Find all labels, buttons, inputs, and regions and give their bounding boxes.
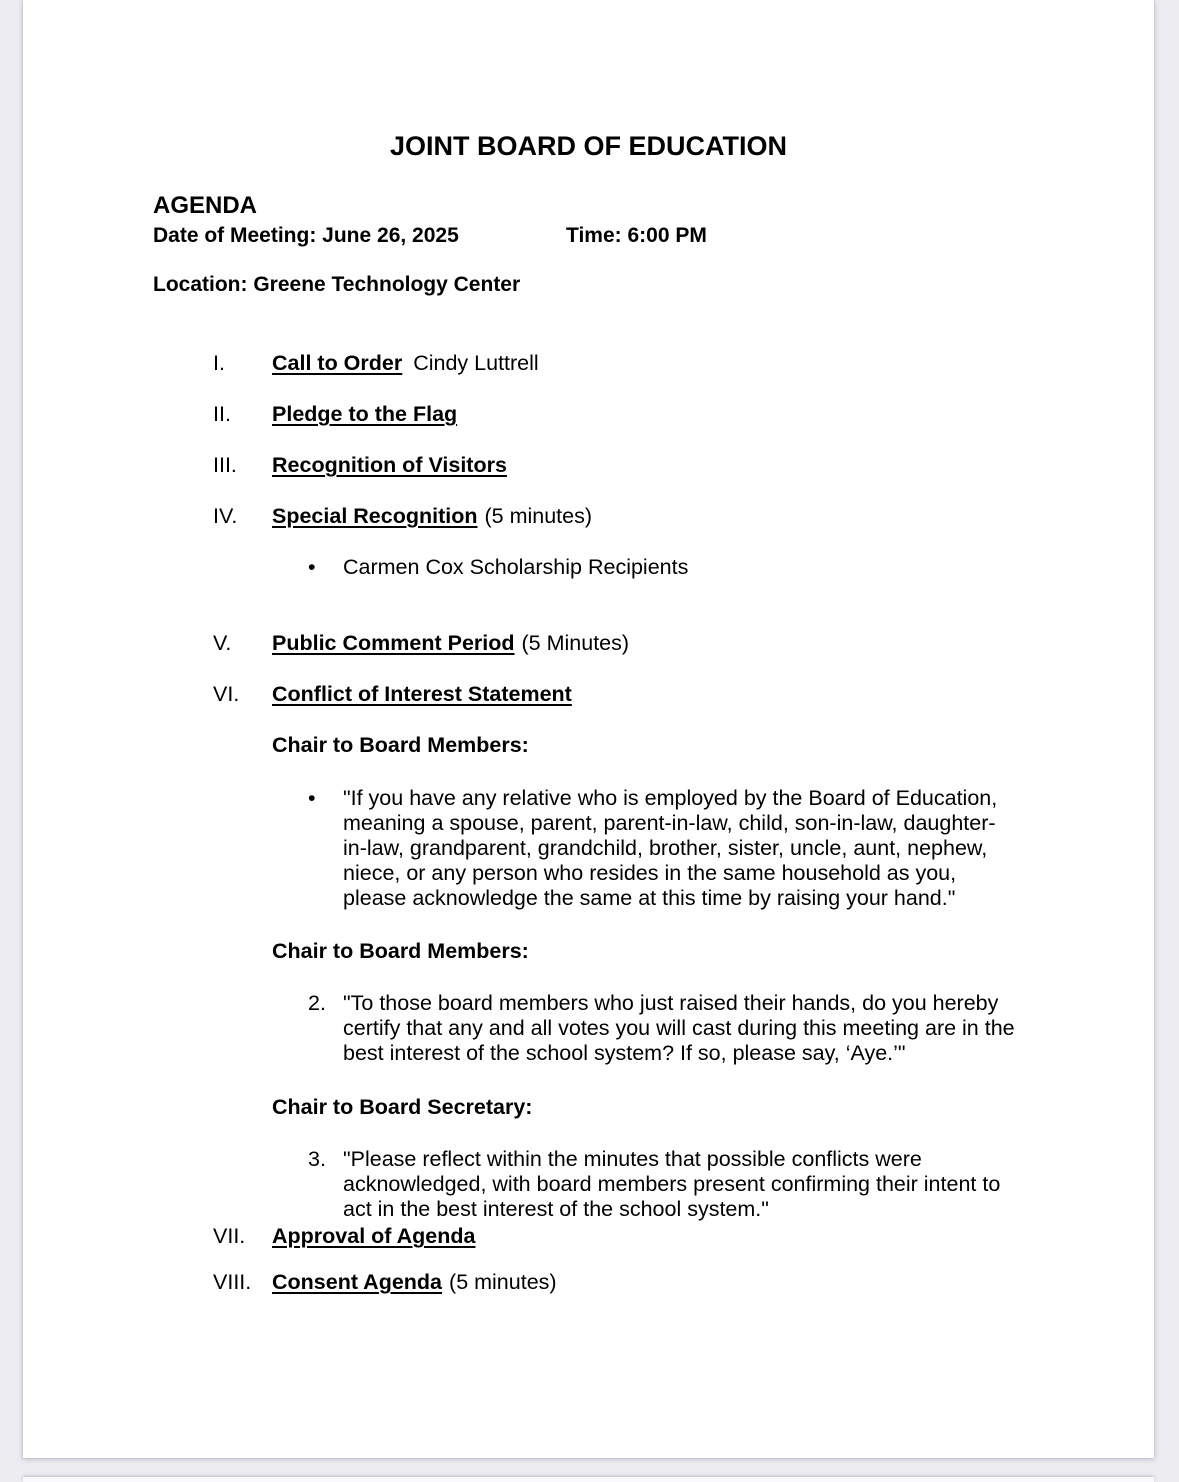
item-title: Conflict of Interest Statement	[272, 682, 572, 706]
meeting-time: Time: 6:00 PM	[566, 224, 707, 247]
next-page-top-edge	[23, 1477, 1154, 1482]
agenda-item-approval-of-agenda	[23, 1224, 1154, 1249]
meeting-date: Date of Meeting: June 26, 2025	[153, 224, 459, 247]
conflict-statement-3	[23, 1147, 1154, 1222]
item-numeral: IV.	[213, 504, 238, 528]
item-numeral: III.	[213, 453, 237, 477]
list-number: 3.	[308, 1147, 326, 1171]
agenda-item-recognition-of-visitors	[23, 453, 1154, 478]
item-numeral: VII.	[213, 1224, 246, 1248]
conflict-statement-2-text: "To those board members who just raised their hands, do you hereby certify that any and all votes you will cast during this meeting are in the best interest of the school system? If so, please say, ‘Aye.’"	[343, 991, 1015, 1065]
agenda-list	[23, 351, 1154, 1295]
document-page	[23, 0, 1154, 1458]
meeting-date-row	[153, 223, 1154, 248]
conflict-statement-1-text: "If you have any relative who is employed by the Board of Education, meaning a spouse, parent, parent-in-law, child, son-in-law, daughter-in-law, grandparent, grandchild, brother, sister, uncle, aunt, nephew, niece, or any person who resides in the same household as you, please acknowledge the same at this time by raising your hand."	[343, 786, 998, 910]
item-numeral: II.	[213, 402, 231, 426]
item-note: (5 minutes)	[484, 504, 593, 528]
agenda-item-consent-agenda	[23, 1270, 1154, 1295]
agenda-item-conflict-of-interest	[23, 682, 1154, 707]
item-title: Public Comment Period	[272, 631, 515, 655]
item-note: (5 Minutes)	[521, 631, 630, 655]
chair-to-board-secretary-heading: Chair to Board Secretary:	[272, 1095, 533, 1119]
item-numeral: VI.	[213, 682, 240, 706]
bullet-icon: •	[308, 555, 316, 579]
meeting-location: Location: Greene Technology Center	[153, 273, 521, 296]
special-recognition-bullet-item	[23, 555, 1154, 580]
item-title: Special Recognition	[272, 504, 478, 528]
item-note: Cindy Luttrell	[413, 351, 539, 375]
item-title: Recognition of Visitors	[272, 453, 507, 477]
item-title: Call to Order	[272, 351, 403, 375]
agenda-item-pledge-to-the-flag	[23, 402, 1154, 427]
item-numeral: I.	[213, 351, 225, 375]
item-note: (5 minutes)	[449, 1270, 557, 1294]
item-title: Pledge to the Flag	[272, 402, 458, 426]
agenda-item-special-recognition	[23, 504, 1154, 529]
bullet-icon: •	[308, 786, 316, 810]
agenda-item-public-comment-period	[23, 631, 1154, 656]
conflict-statement-3-text: "Please reflect within the minutes that possible conflicts were acknowledged, with board members present confirming their intent to act in the best interest of the school system."	[343, 1147, 1001, 1221]
item-title: Consent Agenda	[272, 1270, 443, 1294]
agenda-heading: AGENDA	[153, 192, 258, 219]
special-recognition-bullet-text: Carmen Cox Scholarship Recipients	[343, 555, 689, 579]
conflict-statement-2	[23, 991, 1154, 1066]
agenda-item-call-to-order	[23, 351, 1154, 376]
item-title: Approval of Agenda	[272, 1224, 476, 1248]
list-number: 2.	[308, 991, 326, 1015]
chair-to-board-members-heading-2: Chair to Board Members:	[272, 939, 529, 963]
item-numeral: VIII.	[213, 1270, 252, 1294]
document-title: JOINT BOARD OF EDUCATION	[390, 131, 787, 161]
chair-to-board-members-heading-1: Chair to Board Members:	[272, 733, 529, 757]
item-numeral: V.	[213, 631, 232, 655]
conflict-statement-1	[23, 786, 1154, 911]
